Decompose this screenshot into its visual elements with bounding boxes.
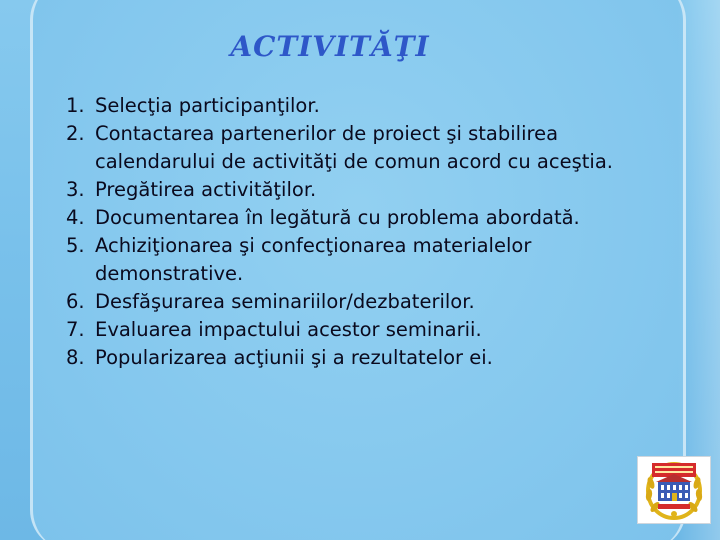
list-item <box>66 176 626 204</box>
list-item <box>66 344 626 372</box>
list-item-text: Achiziţionarea şi confecţionarea materialelor demonstrative. <box>95 234 532 285</box>
list-item-text: Desfăşurarea seminariilor/dezbaterilor. <box>95 290 475 313</box>
activities-list <box>66 92 626 372</box>
list-item-text: Pregătirea activităţilor. <box>95 178 317 201</box>
list-item-number: 7. <box>66 318 85 341</box>
list-item-number: 1. <box>66 94 85 117</box>
list-item-text: Evaluarea impactului acestor seminarii. <box>95 318 482 341</box>
school-crest-icon <box>638 457 710 523</box>
list-item <box>66 232 626 288</box>
list-item <box>66 120 626 176</box>
list-item-number: 4. <box>66 206 85 229</box>
list-item <box>66 316 626 344</box>
list-item-text: Popularizarea acţiunii şi a rezultatelor ei. <box>95 346 493 369</box>
list-item-number: 8. <box>66 346 85 369</box>
list-item-text: Documentarea în legătură cu problema abordată. <box>95 206 580 229</box>
list-item <box>66 204 626 232</box>
list-item <box>66 92 626 120</box>
list-item <box>66 288 626 316</box>
list-item-number: 3. <box>66 178 85 201</box>
list-item-number: 2. <box>66 122 85 145</box>
slide-title: ACTIVITĂŢI <box>230 30 430 63</box>
list-item-number: 6. <box>66 290 85 313</box>
list-item-text: Contactarea partenerilor de proiect şi stabilirea calendarului de activităţi de comun acord cu aceştia. <box>95 122 613 173</box>
list-item-text: Selecţia participanţilor. <box>95 94 320 117</box>
school-logo <box>637 456 711 524</box>
list-item-number: 5. <box>66 234 85 257</box>
